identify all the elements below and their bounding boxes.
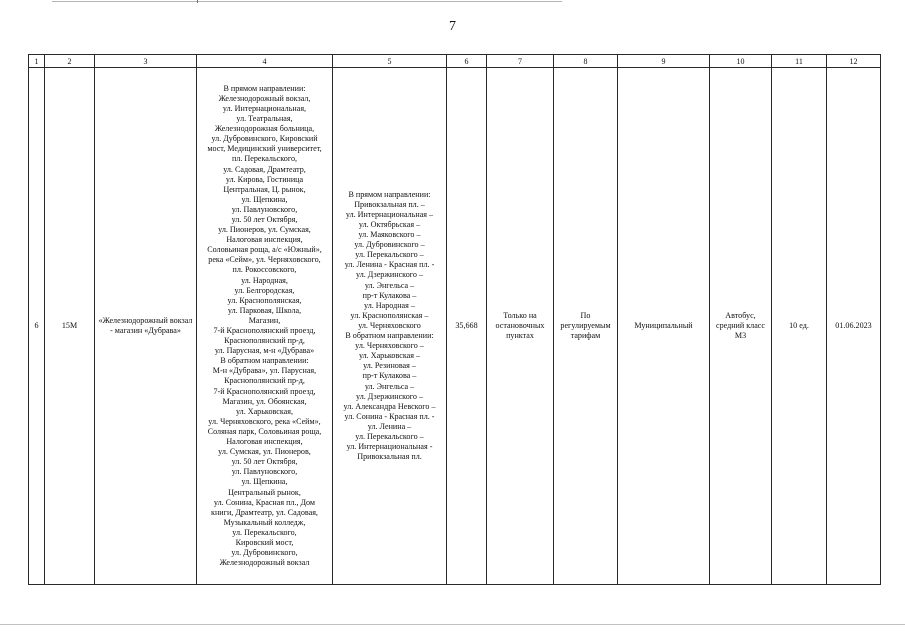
road-line: ул. Сонина - Красная пл. - <box>344 411 435 421</box>
route-number: 15М <box>45 68 95 585</box>
column-number-11: 11 <box>772 55 827 68</box>
road-line: ул. Черняховского – <box>355 341 424 351</box>
route-register-table <box>28 54 881 585</box>
street-line: Магазин, <box>248 315 281 325</box>
road-line: пр-т Кулакова – <box>362 290 417 300</box>
street-line: Центральный рынок, <box>228 487 301 497</box>
streets-list <box>199 84 330 569</box>
street-line: мост, Медицинский университет, <box>207 144 322 154</box>
scan-edge-line <box>52 1 562 2</box>
street-line: ул. Белгородская, <box>234 285 295 295</box>
road-line: ул. Дубровинского – <box>354 240 425 250</box>
street-line: Соляная парк, Соловьиная роща, <box>207 426 322 436</box>
row-index: 6 <box>29 68 45 585</box>
street-line: пл. Рокоссовского, <box>232 265 297 275</box>
street-line: Налоговая инспекция, <box>226 235 303 245</box>
start-date: 01.06.2023 <box>827 68 881 585</box>
street-line: Железнодорожный вокзал, <box>218 93 311 103</box>
road-line: ул. Энгельса – <box>364 280 415 290</box>
road-line: ул. Маяковского – <box>358 230 421 240</box>
street-line: ул. Кирова, Гостиница <box>225 174 304 184</box>
column-number-row <box>29 55 881 68</box>
street-line: ул. Щепкина, <box>241 194 288 204</box>
street-line: В обратном направлении: <box>220 356 309 366</box>
street-line: Налоговая инспекция, <box>226 437 303 447</box>
street-line: Магазин, ул. Обоянская, <box>222 396 307 406</box>
street-line: книги, Драмтеатр, ул. Садовая, <box>211 507 318 517</box>
street-line: Железнодорожная больница, <box>214 124 315 134</box>
road-line: ул. Интернациональная - <box>346 442 433 452</box>
street-line: Центральная, Ц. рынок, <box>223 184 306 194</box>
road-line: Привокзальная пл. – <box>354 199 425 209</box>
street-line: ул. Павлуновского, <box>231 467 298 477</box>
route-name: «Железнодорожный вокзал - магазин «Дубрава» <box>95 68 197 585</box>
roads-list <box>335 190 444 463</box>
vehicle-class: Автобус, средний класс М3 <box>710 68 772 585</box>
tariff-type: По регулируемым тарифам <box>554 68 618 585</box>
street-line: ул. Пионеров, ул. Сумская, <box>218 225 311 235</box>
road-line: В прямом направлении: <box>348 189 431 199</box>
street-line: ул. Народная, <box>241 275 288 285</box>
road-line: ул. Перекальского – <box>355 250 424 260</box>
street-line: ул. Парковая, Школа, <box>227 305 302 315</box>
street-line: В прямом направлении: <box>223 83 306 93</box>
street-line: река «Сейм», ул. Черняховского, <box>208 255 321 265</box>
street-line: ул. Садовая, Драмтеатр, <box>223 164 306 174</box>
column-number-10: 10 <box>710 55 772 68</box>
road-line: ул. Краснополянская – <box>350 310 429 320</box>
column-number-12: 12 <box>827 55 881 68</box>
street-line: ул. Перекальского, <box>232 527 297 537</box>
scan-edge-tick <box>197 0 198 3</box>
street-line: ул. Театральная, <box>236 114 293 124</box>
boarding-order: Только на остановочных пунктах <box>487 68 554 585</box>
road-line: ул. Александра Невского – <box>343 401 436 411</box>
street-line: Музыкальный колледж, <box>223 517 306 527</box>
street-line: Соловьиная роща, а/с «Южный», <box>207 245 322 255</box>
street-line: 7-й Краснополянский проезд, <box>213 386 316 396</box>
road-line: Привокзальная пл. <box>357 452 422 462</box>
street-line: ул. 50 лет Октября, <box>231 214 298 224</box>
column-number-1: 1 <box>29 55 45 68</box>
street-line: ул. Интернациональная, <box>222 103 307 113</box>
street-line: ул. Парусная, м-н «Дубрава» <box>214 346 315 356</box>
street-line: ул. 50 лет Октября, <box>231 457 298 467</box>
column-number-3: 3 <box>95 55 197 68</box>
street-line: Железнодорожный вокзал <box>219 558 310 568</box>
road-line: ул. Ленина - Красная пл. - <box>344 260 435 270</box>
column-number-5: 5 <box>333 55 447 68</box>
street-line: ул. Павлуновского, <box>231 204 298 214</box>
carrier-type: Муниципальный <box>618 68 710 585</box>
street-line: ул. Харьковская, <box>235 406 294 416</box>
road-line: ул. Октябрьская – <box>358 220 421 230</box>
road-line: В обратном направлении: <box>345 331 434 341</box>
street-line: ул. Сумская, ул. Пионеров, <box>218 447 311 457</box>
street-line: М-н «Дубрава», ул. Парусная, <box>212 366 317 376</box>
column-number-8: 8 <box>554 55 618 68</box>
street-line: пл. Перекальского, <box>231 154 298 164</box>
page-number: 7 <box>449 19 456 34</box>
road-line: ул. Интернациональная – <box>345 209 434 219</box>
street-line: ул. Щепкина, <box>241 477 288 487</box>
scan-bottom-line <box>0 624 905 625</box>
street-line: 7-й Краснополянский проезд, <box>213 326 316 335</box>
road-line: ул. Дзержинского – <box>356 391 423 401</box>
road-line: ул. Ленина – <box>367 421 412 431</box>
street-line: ул. Сонина, Красная пл., Дом <box>213 497 316 507</box>
road-line: пр-т Кулакова – <box>362 371 417 381</box>
street-line: Краснополянский пр-д, <box>224 336 305 346</box>
vehicle-count: 10 ед. <box>772 68 827 585</box>
route-roads <box>333 68 447 585</box>
road-line: ул. Резиновая – <box>363 361 416 371</box>
column-number-4: 4 <box>197 55 333 68</box>
street-line: ул. Дубровинского, <box>231 548 298 558</box>
column-number-7: 7 <box>487 55 554 68</box>
road-line: ул. Дзержинского – <box>356 270 423 280</box>
street-line: ул. Краснополянская, <box>227 295 302 305</box>
street-line: ул. Дубровинского, Кировский <box>211 134 318 144</box>
street-line: Краснополянский пр-д, <box>224 376 305 386</box>
route-streets <box>197 68 333 585</box>
column-number-9: 9 <box>618 55 710 68</box>
road-line: ул. Энгельса – <box>364 381 415 391</box>
road-line: ул. Перекальского – <box>355 431 424 441</box>
table-row <box>29 68 881 585</box>
route-length: 35,668 <box>447 68 487 585</box>
road-line: ул. Черняховского <box>358 320 421 330</box>
column-number-2: 2 <box>45 55 95 68</box>
street-line: ул. Черняховского, река «Сейм», <box>208 416 321 426</box>
road-line: ул. Харьковская – <box>358 351 421 361</box>
street-line: Кировский мост, <box>235 537 294 547</box>
road-line: ул. Народная – <box>364 300 415 310</box>
column-number-6: 6 <box>447 55 487 68</box>
